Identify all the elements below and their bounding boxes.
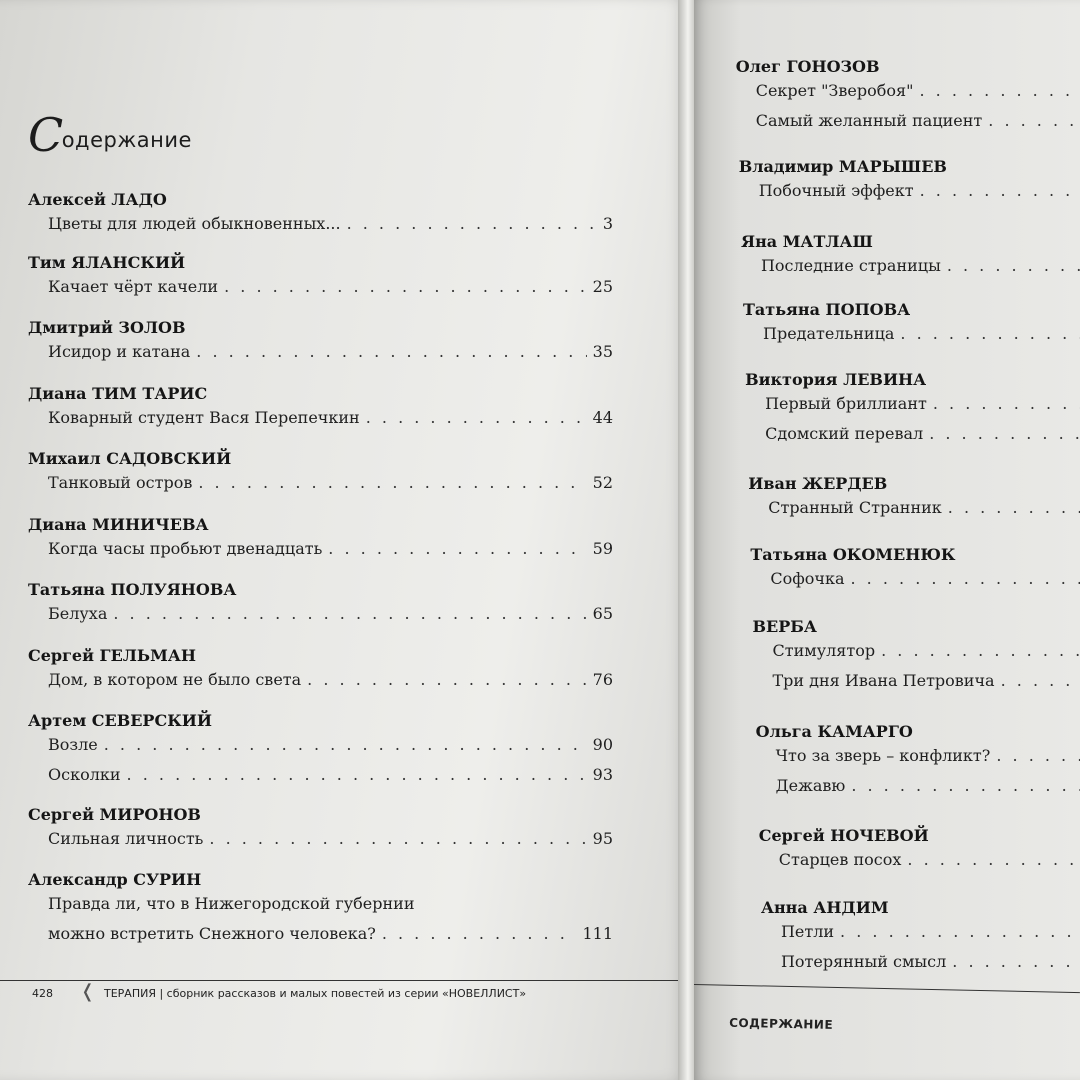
author-name: Виктория ЛЕВИНА — [745, 370, 927, 389]
story-title: Три дня Ивана Петровича — [772, 671, 995, 690]
author-name: Анна АНДИМ — [760, 898, 889, 917]
story-title: Старцев посох — [778, 850, 902, 869]
story-row[interactable] — [48, 403, 613, 433]
dot-leader — [988, 106, 1080, 136]
story-title: Коварный студент Вася Перепечкин — [48, 408, 360, 427]
dot-leader — [196, 337, 586, 367]
story-title: Дом, в котором не было света — [48, 670, 302, 689]
toc-entry — [28, 449, 613, 498]
right-page-footer — [694, 984, 1080, 1080]
story-title: Танковый остров — [48, 473, 193, 492]
running-footer-text: ТЕРАПИЯ | сборник рассказов и малых повестей из серии «НОВЕЛЛИСТ» — [104, 987, 527, 1000]
dot-leader — [104, 730, 587, 760]
story-row[interactable] — [48, 534, 613, 564]
author-name: Александр СУРИН — [28, 870, 202, 889]
story-row[interactable] — [779, 845, 1080, 875]
story-title: Софочка — [770, 569, 845, 588]
story-row[interactable] — [776, 741, 1080, 771]
left-page-footer — [0, 980, 690, 1025]
dot-leader — [920, 176, 1080, 206]
dot-leader — [840, 917, 1080, 947]
page-number: 428 — [32, 987, 53, 1000]
author-name: Ольга КАМАРГО — [755, 722, 913, 741]
toc-heading — [28, 108, 192, 162]
story-title: Качает чёрт качели — [48, 277, 219, 296]
author-name: Яна МАТЛАШ — [740, 232, 873, 251]
toc-entry — [745, 370, 1080, 449]
dot-leader — [1001, 666, 1080, 696]
toc-entry — [753, 617, 1080, 696]
author-name: Дмитрий ЗОЛОВ — [28, 318, 186, 337]
page-ref: 52 — [592, 473, 613, 492]
author-name: ВЕРБА — [752, 617, 817, 636]
toc-entry — [741, 232, 1080, 281]
story-row[interactable] — [761, 251, 1080, 281]
story-row[interactable] — [48, 730, 613, 760]
dot-leader — [907, 845, 1080, 875]
toc-entry — [28, 805, 613, 854]
dot-leader — [328, 534, 586, 564]
author-name: Сергей МИРОНОВ — [28, 805, 201, 824]
story-row[interactable] — [48, 824, 613, 854]
page-ref: 95 — [592, 829, 613, 848]
dot-leader — [382, 919, 577, 949]
toc-entry — [759, 826, 1080, 875]
page-ref: 35 — [592, 342, 613, 361]
author-name: Алексей ЛАДО — [28, 190, 167, 209]
story-row[interactable] — [781, 947, 1080, 977]
dot-leader — [851, 771, 1080, 801]
story-row[interactable] — [756, 76, 1080, 106]
story-row[interactable] — [48, 599, 613, 629]
story-title: Цветы для людей обыкновенных... — [48, 214, 341, 233]
quill-mark-icon: ❬ — [80, 981, 96, 1002]
author-name: Владимир МАРЫШЕВ — [738, 157, 947, 176]
author-name: Татьяна ПОПОВА — [743, 300, 911, 319]
dot-leader — [948, 493, 1080, 523]
story-title: Секрет "Зверобоя" — [755, 81, 914, 100]
toc-entry — [28, 580, 613, 629]
story-title: Петли — [780, 922, 835, 941]
dot-leader — [198, 468, 586, 498]
dot-leader — [952, 947, 1080, 977]
dot-leader — [919, 76, 1080, 106]
toc-entry — [28, 870, 613, 949]
dot-leader — [947, 251, 1080, 281]
toc-entry — [736, 57, 1080, 136]
story-row[interactable] — [781, 917, 1080, 947]
story-title: Потерянный смысл — [780, 952, 947, 971]
story-title: Осколки — [48, 765, 121, 784]
toc-entry — [739, 157, 1080, 206]
toc-entry — [28, 318, 613, 367]
toc-entry — [756, 722, 1080, 801]
toc-entry — [28, 253, 613, 302]
story-title: Когда часы пробьют двенадцать — [48, 539, 323, 558]
story-row[interactable] — [48, 919, 613, 949]
toc-entry — [743, 300, 1080, 349]
story-title: можно встретить Снежного человека? — [48, 924, 376, 943]
story-title: Стимулятор — [772, 641, 876, 660]
toc-entry — [28, 646, 613, 695]
story-row[interactable] — [756, 106, 1080, 136]
toc-entry — [761, 898, 1080, 977]
author-name: Артем СЕВЕРСКИЙ — [28, 711, 212, 730]
story-title: Предательница — [763, 324, 895, 343]
author-name: Татьяна ОКОМЕНЮК — [750, 545, 956, 564]
author-name: Диана МИНИЧЕВА — [28, 515, 209, 534]
toc-entry — [28, 515, 613, 564]
dot-leader — [900, 319, 1080, 349]
story-title: Возле — [48, 735, 98, 754]
story-row[interactable] — [48, 337, 613, 367]
dot-leader — [224, 272, 587, 302]
toc-entry — [28, 711, 613, 790]
story-title: Самый желанный пациент — [755, 111, 983, 130]
story-row[interactable] — [48, 468, 613, 498]
page-ref: 111 — [582, 924, 613, 943]
dot-leader — [347, 209, 597, 239]
story-title: Белуха — [48, 604, 108, 623]
story-row[interactable] — [765, 419, 1080, 449]
dot-leader — [127, 760, 587, 790]
toc-entry — [28, 190, 613, 239]
story-row[interactable] — [48, 272, 613, 302]
author-name: Сергей ГЕЛЬМАН — [28, 646, 196, 665]
story-row[interactable] — [773, 636, 1080, 666]
author-name: Сергей НОЧЕВОЙ — [758, 826, 929, 845]
author-name: Татьяна ПОЛУЯНОВА — [28, 580, 237, 599]
dot-leader — [366, 403, 587, 433]
dot-leader — [881, 636, 1080, 666]
page-ref: 44 — [592, 408, 613, 427]
dot-leader — [307, 665, 586, 695]
author-name: Диана ТИМ ТАРИС — [28, 384, 208, 403]
dot-leader — [851, 564, 1080, 594]
story-row[interactable] — [776, 771, 1080, 801]
story-title: Первый бриллиант — [765, 394, 927, 413]
story-row[interactable] — [765, 389, 1080, 419]
story-row[interactable] — [773, 666, 1080, 696]
page-ref: 59 — [592, 539, 613, 558]
author-name: Иван ЖЕРДЕВ — [748, 474, 888, 493]
story-title: Исидор и катана — [48, 342, 191, 361]
toc-heading-rest: одержание — [61, 128, 192, 152]
story-title: Побочный эффект — [758, 181, 914, 200]
story-row[interactable] — [48, 665, 613, 695]
toc-entry — [28, 384, 613, 433]
story-title: Сильная личность — [48, 829, 204, 848]
toc-entry — [750, 545, 1080, 594]
story-title: Правда ли, что в Нижегородской губернии — [48, 894, 415, 913]
story-title: Последние страницы — [760, 256, 941, 275]
story-row[interactable] — [763, 319, 1080, 349]
page-ref: 3 — [602, 214, 613, 233]
dot-leader — [113, 599, 586, 629]
toc-entry — [748, 474, 1080, 523]
page-ref: 65 — [592, 604, 613, 623]
page-ref: 93 — [592, 765, 613, 784]
story-row[interactable] — [759, 176, 1080, 206]
story-row[interactable] — [48, 209, 613, 239]
dot-leader — [209, 824, 586, 854]
story-title: Что за зверь – конфликт? — [775, 746, 991, 765]
dot-leader — [929, 419, 1080, 449]
dot-leader — [996, 741, 1080, 771]
dot-leader — [933, 389, 1080, 419]
story-title: Сдомский перевал — [765, 424, 924, 443]
running-footer-section: СОДЕРЖАНИЕ — [729, 1015, 834, 1032]
author-name: Тим ЯЛАНСКИЙ — [28, 253, 186, 272]
right-page — [694, 0, 1080, 1080]
author-name: Михаил САДОВСКИЙ — [28, 449, 232, 468]
story-row[interactable] — [768, 493, 1080, 523]
story-title: Странный Странник — [768, 498, 942, 517]
page-ref: 25 — [592, 277, 613, 296]
toc-heading-initial: С — [28, 108, 64, 162]
page-ref: 90 — [592, 735, 613, 754]
story-row[interactable] — [48, 760, 613, 790]
story-row[interactable] — [48, 889, 613, 919]
page-ref: 76 — [592, 670, 613, 689]
story-title: Дежавю — [775, 776, 846, 795]
author-name: Олег ГОНОЗОВ — [735, 57, 880, 76]
story-row[interactable] — [770, 564, 1080, 594]
